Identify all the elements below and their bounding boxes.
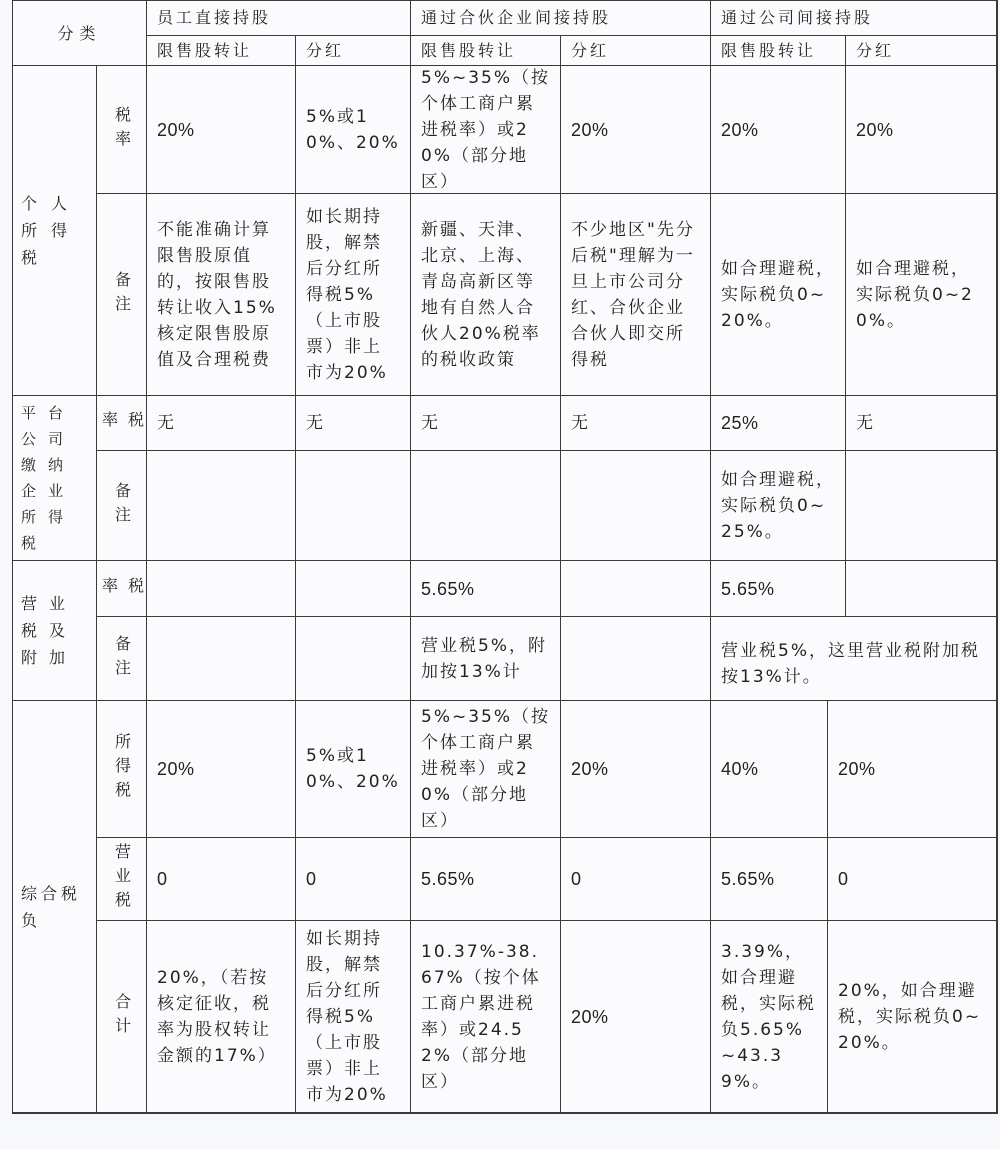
cell-s4-income-company-transfer bbox=[710, 700, 827, 837]
row-label-rate bbox=[96, 560, 146, 616]
cell-value: 5%~35%（按个体工商户累进税率）或20%（部分地区） bbox=[421, 67, 550, 192]
cell-s3-rate-direct-dividend bbox=[295, 560, 410, 616]
cell-s2-rate-company-transfer bbox=[710, 395, 845, 450]
cell-s3-rate-direct-transfer bbox=[146, 560, 295, 616]
subheader-direct-dividend bbox=[295, 35, 410, 65]
cell-s4-total-partnership-dividend bbox=[560, 920, 710, 1113]
cell-s1-note-partnership-dividend bbox=[560, 193, 710, 395]
row-label-rate bbox=[96, 395, 146, 450]
cell-s1-rate-direct-dividend bbox=[295, 65, 410, 193]
cell-value: 不少地区"先分后税"理解为一旦上市公司分红、合伙企业合伙人即交所得税 bbox=[571, 219, 695, 370]
cell-value: 20% bbox=[856, 119, 894, 140]
cell-s3-note-partnership-transfer bbox=[410, 616, 560, 700]
row-label: 备注 bbox=[112, 270, 132, 319]
section-label: 个人所得税 bbox=[21, 194, 82, 267]
cell-s1-rate-company-dividend bbox=[845, 65, 997, 193]
cell-value: 5.65% bbox=[721, 869, 775, 889]
cell-s4-business-direct-transfer bbox=[146, 837, 295, 920]
subheader-label: 分红 bbox=[571, 40, 610, 60]
cell-value: 无 bbox=[571, 413, 590, 433]
cell-s3-rate-company-transfer bbox=[710, 560, 845, 616]
cell-value: 20%，如合理避税，实际税负0~20%。 bbox=[838, 981, 982, 1053]
cell-s4-total-direct-dividend bbox=[295, 920, 410, 1113]
cell-s1-note-partnership-transfer bbox=[410, 193, 560, 395]
cell-s1-note-company-transfer bbox=[710, 193, 845, 395]
cell-s1-rate-company-transfer bbox=[710, 65, 845, 193]
cell-value: 5%或10%、20% bbox=[306, 746, 400, 792]
header-group-partnership-label: 通过合伙企业间接持股 bbox=[421, 8, 612, 27]
table-right-border bbox=[996, 0, 998, 1114]
cell-s2-rate-direct-dividend bbox=[295, 395, 410, 450]
cell-value: 20% bbox=[838, 759, 876, 779]
subheader-direct-transfer bbox=[146, 35, 295, 65]
cell-s1-rate-partnership-transfer bbox=[410, 65, 560, 193]
cell-s4-total-partnership-transfer bbox=[410, 920, 560, 1113]
row-label-rate bbox=[96, 65, 146, 193]
cell-value: 0 bbox=[306, 869, 317, 889]
header-group-company bbox=[710, 0, 997, 35]
cell-s2-rate-company-dividend bbox=[845, 395, 997, 450]
row-label-note bbox=[96, 616, 146, 700]
cell-value: 25% bbox=[721, 413, 759, 433]
cell-value: 不能准确计算限售股原值的，按限售股转让收入15%核定限售股原值及合理税费 bbox=[157, 219, 277, 370]
row-label: 税率 bbox=[112, 105, 132, 154]
subheader-partnership-transfer bbox=[410, 35, 560, 65]
cell-s2-rate-partnership-dividend bbox=[560, 395, 710, 450]
cell-s1-rate-direct-transfer bbox=[146, 65, 295, 193]
subheader-label: 限售股转让 bbox=[421, 40, 517, 60]
cell-value: 如长期持股，解禁后分红所得税5%（上市股票）非上市为20% bbox=[306, 206, 388, 383]
cell-value: 3.39%，如合理避税，实际税负5.65%~43.39%。 bbox=[721, 942, 816, 1092]
row-label-business-tax bbox=[96, 837, 146, 920]
cell-s4-business-partnership-transfer bbox=[410, 837, 560, 920]
cell-value: 营业税5%，附加按13%计 bbox=[421, 635, 547, 682]
cell-value: 20% bbox=[721, 119, 759, 140]
section-label: 平台公司缴纳企业所得税 bbox=[21, 404, 76, 552]
header-group-company-label: 通过公司间接持股 bbox=[721, 8, 874, 27]
cell-s4-business-company-dividend bbox=[827, 837, 997, 920]
cell-s4-income-direct-transfer bbox=[146, 700, 295, 837]
row-label: 备注 bbox=[112, 634, 132, 683]
cell-value: 5.65% bbox=[721, 578, 775, 599]
cell-value: 如合理避税，实际税负0~20%。 bbox=[856, 258, 974, 331]
cell-s4-income-partnership-dividend bbox=[560, 700, 710, 837]
section-platform-corporate-tax bbox=[12, 395, 96, 560]
cell-value: 如合理避税，实际税负0~25%。 bbox=[721, 469, 835, 542]
subheader-partnership-dividend bbox=[560, 35, 710, 65]
row-label: 营业税 bbox=[112, 843, 132, 915]
cell-value: 无 bbox=[157, 413, 176, 433]
cell-s4-business-company-transfer bbox=[710, 837, 827, 920]
cell-value: 0 bbox=[157, 869, 168, 889]
row-label-note bbox=[96, 193, 146, 395]
cell-s3-note-direct-transfer bbox=[146, 616, 295, 700]
subheader-label: 分红 bbox=[306, 40, 345, 60]
cell-value: 无 bbox=[306, 413, 325, 433]
cell-s2-note-company-dividend bbox=[845, 450, 997, 560]
cell-s3-rate-partnership-transfer bbox=[410, 560, 560, 616]
cell-value: 新疆、天津、北京、上海、青岛高新区等地有自然人合伙人20%税率的税收政策 bbox=[421, 219, 541, 370]
cell-s4-total-company-transfer bbox=[710, 920, 827, 1113]
cell-value: 0 bbox=[571, 869, 582, 889]
subheader-label: 限售股转让 bbox=[721, 40, 817, 60]
cell-value: 0 bbox=[838, 869, 849, 889]
cell-s3-note-company-merged bbox=[710, 616, 997, 700]
cell-s4-income-direct-dividend bbox=[295, 700, 410, 837]
cell-s3-note-partnership-dividend bbox=[560, 616, 710, 700]
subheader-company-dividend bbox=[845, 35, 997, 65]
cell-s4-income-company-dividend bbox=[827, 700, 997, 837]
cell-value: 20% bbox=[157, 759, 195, 779]
row-label: 所得税 bbox=[112, 733, 132, 805]
section-personal-income-tax bbox=[12, 65, 96, 395]
cell-s1-note-company-dividend bbox=[845, 193, 997, 395]
cell-value: 40% bbox=[721, 759, 759, 779]
cell-s2-note-partnership-dividend bbox=[560, 450, 710, 560]
cell-value: 营业税5%，这里营业税附加税按13%计。 bbox=[721, 640, 980, 687]
cell-value: 5.65% bbox=[421, 869, 475, 889]
row-label: 合计 bbox=[112, 993, 132, 1041]
cell-s4-business-partnership-dividend bbox=[560, 837, 710, 920]
cell-s2-note-partnership-transfer bbox=[410, 450, 560, 560]
cell-value: 5%~35%（按个体工商户累进税率）或20%（部分地区） bbox=[421, 707, 550, 831]
row-label-income-tax bbox=[96, 700, 146, 837]
cell-s4-total-company-dividend bbox=[827, 920, 997, 1113]
cell-s3-note-direct-dividend bbox=[295, 616, 410, 700]
section-combined-tax-burden bbox=[12, 700, 96, 1113]
row-label: 税率 bbox=[99, 576, 145, 601]
cell-s2-note-direct-dividend bbox=[295, 450, 410, 560]
cell-s1-rate-partnership-dividend bbox=[560, 65, 710, 193]
cell-value: 20%，（若按核定征收，税率为股权转让金额的17%） bbox=[157, 968, 277, 1066]
row-label-total bbox=[96, 920, 146, 1113]
cell-s3-rate-partnership-dividend bbox=[560, 560, 710, 616]
subheader-label: 分红 bbox=[856, 40, 895, 60]
cell-value: 20% bbox=[571, 1007, 609, 1027]
cell-value: 5%或10%、20% bbox=[306, 106, 400, 153]
subheader-label: 限售股转让 bbox=[157, 40, 253, 60]
cell-s2-note-direct-transfer bbox=[146, 450, 295, 560]
cell-value: 20% bbox=[571, 119, 609, 140]
section-label: 综合税负 bbox=[21, 884, 82, 930]
cell-value: 无 bbox=[856, 413, 875, 433]
cell-value: 20% bbox=[571, 759, 609, 779]
cell-s4-income-partnership-transfer bbox=[410, 700, 560, 837]
header-group-partnership bbox=[410, 0, 710, 35]
row-label: 备注 bbox=[112, 481, 132, 530]
row-label-note bbox=[96, 450, 146, 560]
header-category bbox=[12, 0, 146, 65]
cell-s2-note-company-transfer bbox=[710, 450, 845, 560]
cell-s1-note-direct-dividend bbox=[295, 193, 410, 395]
section-business-tax bbox=[12, 560, 96, 700]
cell-value: 5.65% bbox=[421, 578, 475, 599]
table-bottom-border bbox=[12, 1112, 998, 1114]
header-group-direct-label: 员工直接持股 bbox=[157, 8, 272, 27]
cell-s4-business-direct-dividend bbox=[295, 837, 410, 920]
cell-s1-note-direct-transfer bbox=[146, 193, 295, 395]
header-group-direct bbox=[146, 0, 410, 35]
cell-value: 无 bbox=[421, 413, 440, 433]
cell-value: 20% bbox=[157, 119, 195, 140]
cell-s2-rate-direct-transfer bbox=[146, 395, 295, 450]
cell-value: 如长期持股，解禁后分红所得税5%（上市股票）非上市为20% bbox=[306, 929, 388, 1105]
row-label: 税率 bbox=[99, 411, 145, 435]
header-category-label: 分类 bbox=[57, 23, 102, 43]
section-label: 营业税及附加 bbox=[21, 594, 78, 667]
subheader-company-transfer bbox=[710, 35, 845, 65]
cell-s3-rate-company-dividend bbox=[845, 560, 997, 616]
cell-s4-total-direct-transfer bbox=[146, 920, 295, 1113]
cell-value: 如合理避税，实际税负0~20%。 bbox=[721, 258, 835, 331]
cell-value: 10.37%-38.67%（按个体工商户累进税率）或24.52%（部分地区） bbox=[421, 942, 541, 1092]
cell-s2-rate-partnership-transfer bbox=[410, 395, 560, 450]
